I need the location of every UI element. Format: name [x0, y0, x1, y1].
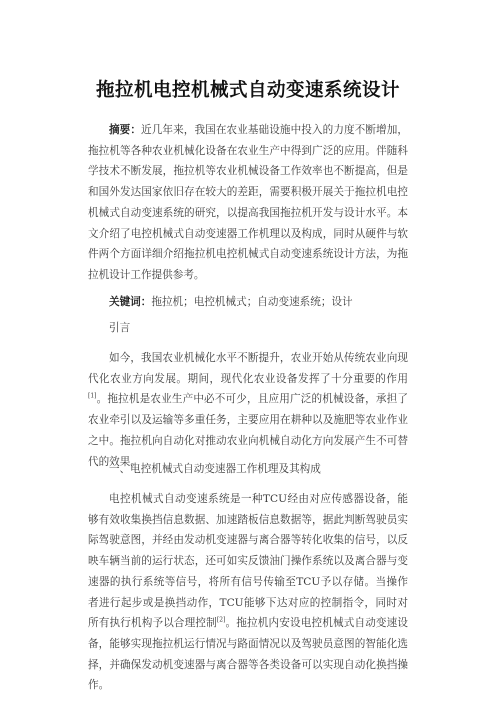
keywords-paragraph [88, 292, 408, 313]
section-citation: [2] [216, 616, 226, 624]
section-text-b: 。拖拉机内安设电控机械式自动变速设备，能够实现拖拉机运行情况与路面情况以及驾驶员意图的智能化选择，并确保发动机变速器与离合器等各类设备可以实现自动化换挡操作。 [88, 617, 409, 692]
keywords-label: 关键词： [109, 296, 152, 308]
abstract-label: 摘要： [109, 124, 142, 136]
intro-heading: 引言 [109, 322, 131, 334]
abstract-paragraph [88, 120, 408, 286]
intro-text-b: 。拖拉机是农业生产中必不可少，且应用广泛的机械设备，承担了农业牵引以及运输等多重任务，主要应用在耕种以及施肥等农业作业之中。拖拉机向自动化对推动农业向机械自动化方向发展产生不可替代的效果。 [88, 393, 408, 468]
intro-paragraph [88, 348, 408, 472]
keywords-text: 拖拉机；电控机械式；自动变速系统；设计 [151, 296, 353, 308]
document-title: 拖拉机电控机械式自动变速系统设计 [95, 80, 400, 101]
section-paragraph [88, 489, 408, 696]
section-text-a: 电控机械式自动变速系统是一种TCU经由对应传感器设备，能够有效收集换挡信息数据、加速踏板信息数据等，据此判断驾驶员实际驾驶意图，并经由发动机变速器与离合器等转化收集的信号，以反映车辆当前的运行状态，还可如实反馈油门操作系统以及离合器与变速器的执行系统等信号，将所有信号传输至TCU予以存储。当操作者进行起步或是换挡动作，TCU能够下达对应的控制指令，同时对所有执行机构予以合理控制 [88, 493, 408, 630]
section-heading: 一、电控机械式自动变速器工作机理及其构成 [109, 463, 321, 475]
intro-text-a: 如今，我国农业机械化水平不断提升，农业开始从传统农业向现代化农业方向发展。期间，现代化农业设备发挥了十分重要的作用 [88, 352, 408, 385]
intro-citation: [1] [88, 392, 97, 400]
abstract-text: 近几年来，我国在农业基础设施中投入的力度不断增加，拖拉机等各种农业机械化设备在农业生产中得到广泛的应用。伴随科学技术不断发展，拖拉机等农业机械设备工作效率也不断提高，但是和国外发达国家依旧存在较大的差距，需要积极开展关于拖拉机电控机械式自动变速系统的研究，以提高我国拖拉机开发与设计水平。本文介绍了电控机械式自动变速器工作机理以及构成，同时从硬件与软件两个方面详细介绍拖拉机电控机械式自动变速系统设计方法，为拖拉机设计工作提供参考。 [88, 124, 408, 281]
